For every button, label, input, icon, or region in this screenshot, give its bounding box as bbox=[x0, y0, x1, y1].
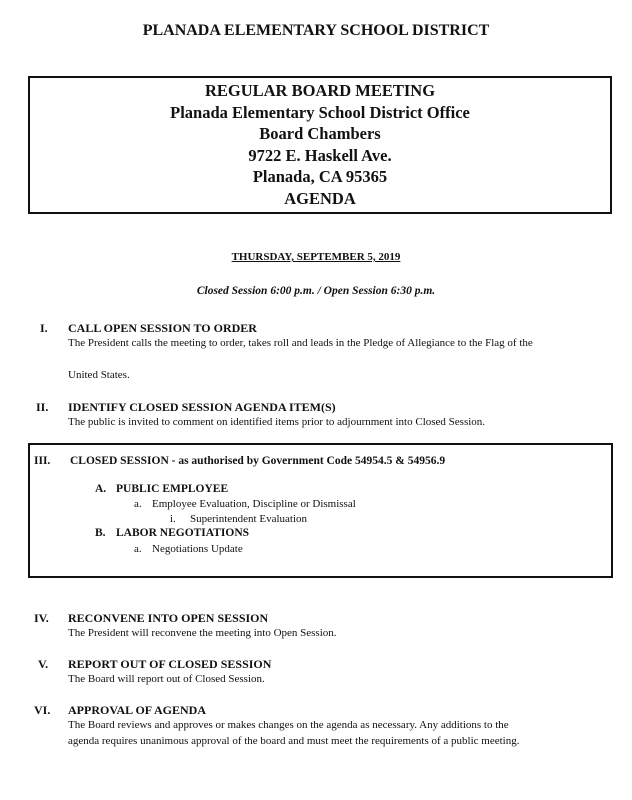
item-title: RECONVENE INTO OPEN SESSION bbox=[68, 611, 269, 625]
item-title: APPROVAL OF AGENDA bbox=[68, 703, 207, 717]
sub-label: i. bbox=[170, 513, 176, 525]
item-title: CLOSED SESSION - as authorised by Government Code 54954.5 & 54956.9 bbox=[70, 455, 446, 467]
header-line: 9722 E. Haskell Ave. bbox=[248, 145, 392, 165]
header-line: Planada Elementary School District Office bbox=[170, 102, 470, 122]
sub-title: LABOR NEGOTIATIONS bbox=[116, 527, 250, 539]
sub-label: a. bbox=[134, 543, 142, 555]
header-line: REGULAR BOARD MEETING bbox=[204, 81, 436, 100]
item-title: REPORT OUT OF CLOSED SESSION bbox=[68, 657, 272, 671]
item-number: V. bbox=[38, 657, 49, 671]
sub-label: a. bbox=[134, 498, 142, 510]
item-text: The President will reconvene the meeting into Open Session. bbox=[68, 627, 337, 639]
item-number: VI. bbox=[34, 703, 51, 717]
item-title: IDENTIFY CLOSED SESSION AGENDA ITEM(S) bbox=[68, 400, 336, 414]
sub-text: Superintendent Evaluation bbox=[190, 513, 307, 525]
sub-title: PUBLIC EMPLOYEE bbox=[116, 483, 229, 495]
sub-label: B. bbox=[95, 527, 106, 539]
item-number: I. bbox=[40, 321, 48, 335]
meeting-date: THURSDAY, SEPTEMBER 5, 2019 bbox=[231, 251, 401, 263]
item-text: The public is invited to comment on identified items prior to adjournment into Closed Session. bbox=[68, 416, 486, 428]
item-text: agenda requires unanimous approval of the board and must meet the requirements of a public meeting. bbox=[68, 735, 520, 747]
item-number: III. bbox=[34, 455, 51, 467]
meeting-header-box bbox=[28, 76, 612, 214]
sub-text: Negotiations Update bbox=[152, 543, 243, 555]
item-title: CALL OPEN SESSION TO ORDER bbox=[68, 321, 257, 335]
item-number: II. bbox=[36, 400, 49, 414]
item-text: The Board reviews and approves or makes changes on the agenda as necessary. Any additions to the bbox=[68, 719, 509, 731]
sub-label: A. bbox=[95, 483, 107, 495]
header-line: Board Chambers bbox=[259, 124, 381, 143]
header-line: Planada, CA 95365 bbox=[252, 167, 388, 186]
item-number: IV. bbox=[34, 611, 49, 625]
item-text: The Board will report out of Closed Session. bbox=[68, 673, 265, 685]
header-line: AGENDA bbox=[284, 188, 356, 208]
session-times: Closed Session 6:00 p.m. / Open Session 6:30 p.m. bbox=[196, 285, 436, 297]
item-text: United States. bbox=[68, 369, 130, 381]
item-text: The President calls the meeting to order, takes roll and leads in the Pledge of Allegiance to the Flag of the bbox=[68, 337, 533, 349]
sub-text: Employee Evaluation, Discipline or Dismissal bbox=[152, 498, 356, 510]
district-title: PLANADA ELEMENTARY SCHOOL DISTRICT bbox=[142, 22, 490, 39]
